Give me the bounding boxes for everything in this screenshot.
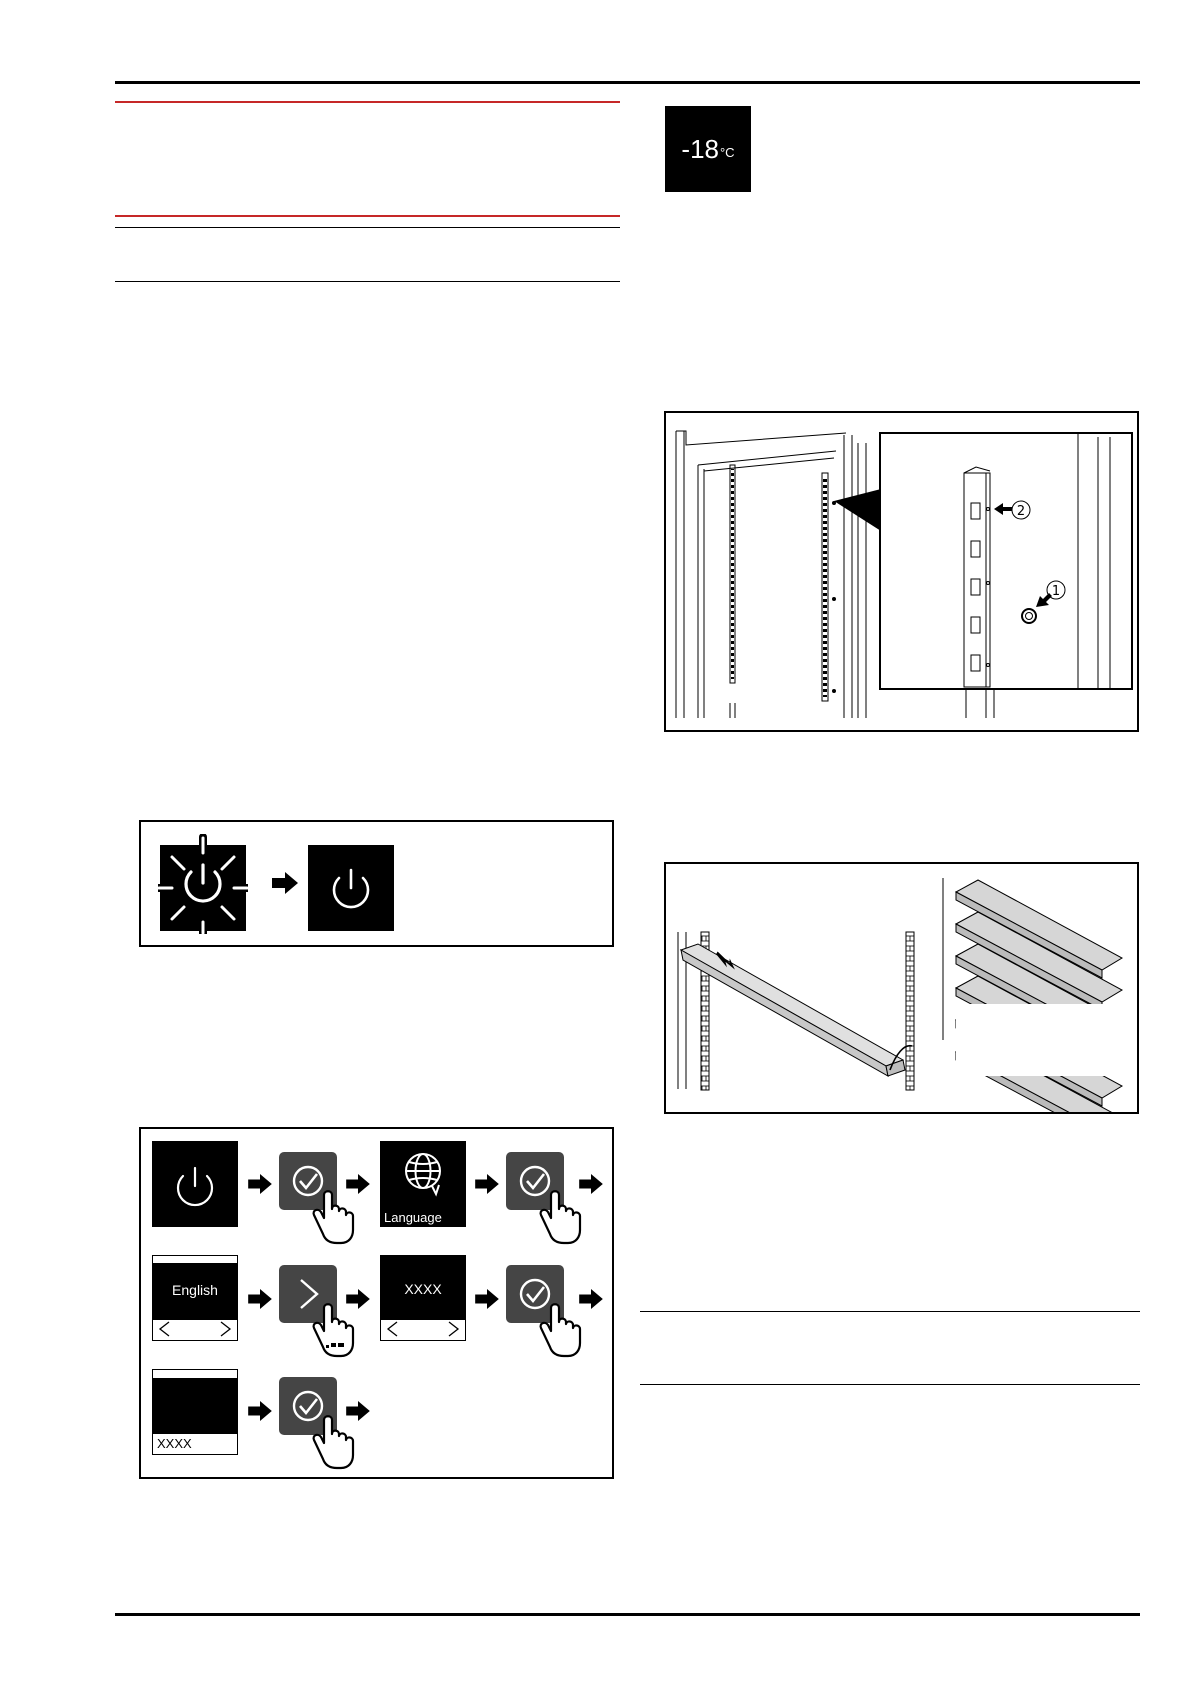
setup-flow-figure <box>139 1127 614 1479</box>
check-button-press <box>279 1152 355 1252</box>
arrow-right-icon <box>346 1289 370 1309</box>
power-figure <box>139 820 614 947</box>
next-button-press <box>279 1265 355 1365</box>
arrow-right-icon <box>248 1174 272 1194</box>
chevron-left-icon <box>157 1320 171 1338</box>
final-screen <box>152 1369 238 1455</box>
arrow-right-icon <box>272 872 298 894</box>
option-value: XXXX <box>404 1281 442 1297</box>
section-rule <box>115 227 620 228</box>
callout-1: 1 <box>1051 584 1061 599</box>
check-button-press <box>506 1265 582 1365</box>
arrow-right-icon <box>248 1401 272 1421</box>
warning-top-rule <box>115 101 620 103</box>
callout-2: 2 <box>1016 504 1026 519</box>
arrow-right-icon <box>579 1289 603 1309</box>
globe-icon <box>399 1149 447 1197</box>
section-rule <box>640 1384 1140 1385</box>
arrow-right-icon <box>475 1289 499 1309</box>
power-icon <box>308 845 394 931</box>
chevron-left-icon <box>385 1320 399 1338</box>
power-icon <box>152 1141 238 1227</box>
chevron-right-icon <box>219 1320 233 1338</box>
shelf-insert-figure <box>664 862 1139 1114</box>
shelf-support-figure <box>664 411 1139 732</box>
section-rule <box>115 281 620 282</box>
language-select-screen <box>152 1255 238 1341</box>
final-screen-label: XXXX <box>157 1436 192 1451</box>
temperature-value: -18 <box>681 134 719 164</box>
chevron-right-icon <box>447 1320 461 1338</box>
blinking-power-icon <box>158 834 248 934</box>
footer-rule <box>115 1613 1140 1616</box>
arrow-right-icon <box>475 1174 499 1194</box>
shelf-insert-drawing <box>666 864 1137 1112</box>
section-rule <box>640 1311 1140 1312</box>
check-button-press <box>279 1377 355 1477</box>
warning-bottom-rule <box>115 215 620 217</box>
shelf-support-drawing <box>666 413 1137 730</box>
header-rule <box>115 81 1140 84</box>
temperature-display <box>665 106 751 192</box>
temperature-unit: °C <box>719 144 735 160</box>
language-value: English <box>172 1282 218 1298</box>
language-label: Language <box>384 1210 442 1225</box>
check-button-press <box>506 1152 582 1252</box>
arrow-right-icon <box>346 1401 370 1421</box>
arrow-right-icon <box>248 1289 272 1309</box>
arrow-right-icon <box>579 1174 603 1194</box>
arrow-right-icon <box>346 1174 370 1194</box>
option-select-screen <box>380 1255 466 1341</box>
language-screen <box>380 1141 466 1227</box>
